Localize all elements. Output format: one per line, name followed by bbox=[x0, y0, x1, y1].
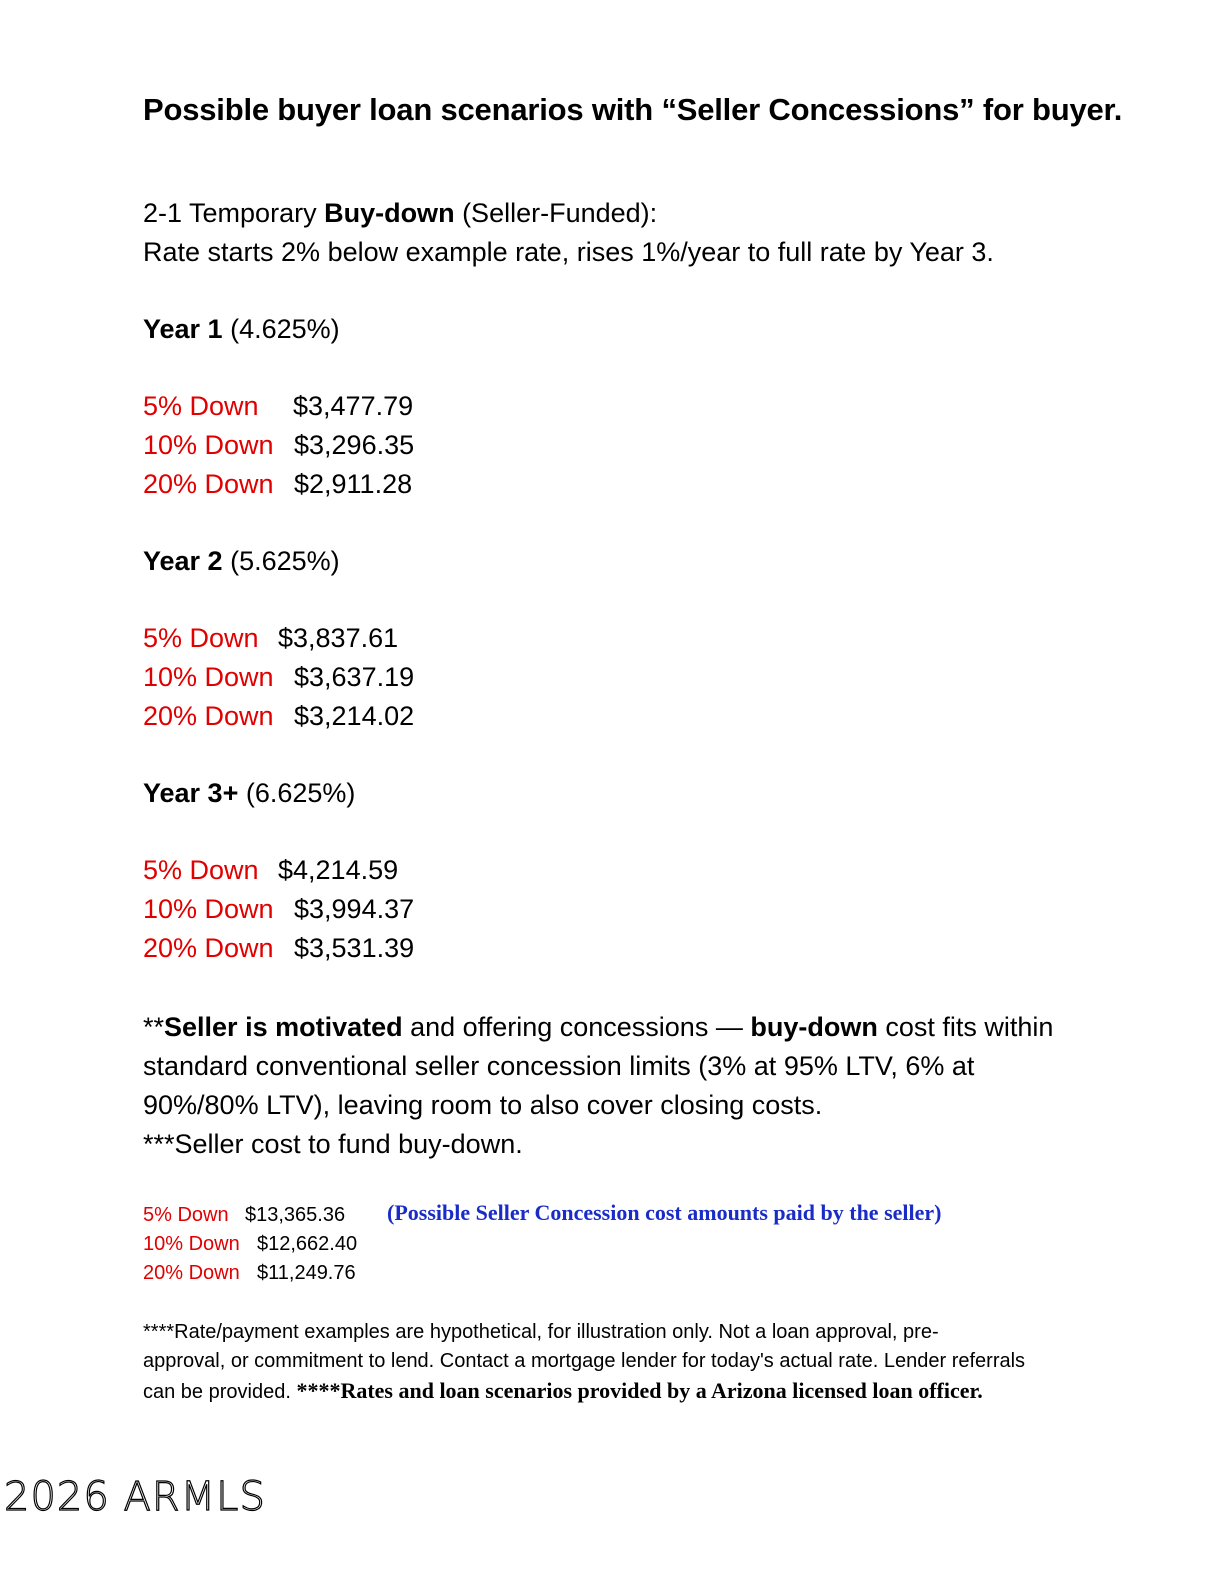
down-label: 10% Down bbox=[143, 894, 274, 924]
down-label: 20% Down bbox=[143, 933, 274, 963]
page-title: Possible buyer loan scenarios with “Seller Concessions” for buyer. bbox=[143, 92, 1123, 127]
buydown-intro-prefix: 2-1 Temporary bbox=[143, 198, 325, 228]
down-label: 20% Down bbox=[143, 469, 274, 499]
disclaimer-bold-note: ****Rates and loan scenarios provided by a Arizona licensed loan officer. bbox=[296, 1378, 983, 1403]
seller-note-line-1 bbox=[143, 1008, 1053, 1047]
year-3-rate: (6.625%) bbox=[238, 778, 356, 808]
year-1-heading bbox=[143, 314, 340, 345]
cost-amount: $13,365.36 bbox=[245, 1204, 346, 1226]
payment-row bbox=[143, 855, 399, 886]
buydown-intro-bold: Buy-down bbox=[324, 198, 455, 228]
seller-note-prefix: ** bbox=[143, 1012, 165, 1042]
payment-row bbox=[143, 662, 415, 693]
payment-amount: $3,994.37 bbox=[294, 894, 415, 924]
payment-amount: $3,477.79 bbox=[293, 391, 414, 421]
disclaimer bbox=[143, 1318, 1025, 1407]
seller-cost-row bbox=[143, 1233, 358, 1256]
down-label: 5% Down bbox=[143, 855, 259, 885]
seller-note-line-3: 90%/80% LTV), leaving room to also cover closing costs. bbox=[143, 1090, 823, 1120]
year-2-heading bbox=[143, 546, 340, 577]
down-label: 5% Down bbox=[143, 391, 259, 421]
seller-note-suffix: cost fits within bbox=[877, 1012, 1054, 1042]
seller-note-line-2: standard conventional seller concession limits (3% at 95% LTV, 6% at bbox=[143, 1051, 975, 1081]
payment-amount: $3,637.19 bbox=[294, 662, 415, 692]
disclaimer-line-3 bbox=[143, 1376, 1025, 1407]
payment-row bbox=[143, 933, 415, 964]
year-2-label: Year 2 bbox=[143, 546, 223, 576]
disclaimer-line-2: approval, or commitment to lend. Contact a mortgage lender for today's actual rate. Lender referrals bbox=[143, 1350, 1026, 1372]
payment-amount: $3,531.39 bbox=[294, 933, 415, 963]
down-label: 5% Down bbox=[143, 623, 259, 653]
seller-cost-row bbox=[143, 1262, 356, 1285]
year-1-label: Year 1 bbox=[143, 314, 223, 344]
payment-amount: $2,911.28 bbox=[294, 469, 413, 499]
year-1-rate: (4.625%) bbox=[222, 314, 340, 344]
down-label: 10% Down bbox=[143, 662, 274, 692]
year-3-heading bbox=[143, 778, 355, 809]
payment-row bbox=[143, 469, 413, 500]
buydown-intro-suffix: (Seller-Funded): bbox=[454, 198, 658, 228]
disclaimer-line-1: ****Rate/payment examples are hypothetical, for illustration only. Not a loan approval, pre- bbox=[143, 1321, 939, 1343]
payment-row bbox=[143, 391, 414, 422]
payment-amount: $3,837.61 bbox=[278, 623, 399, 653]
seller-note-line-4: ***Seller cost to fund buy-down. bbox=[143, 1129, 523, 1159]
year-2-rate: (5.625%) bbox=[222, 546, 340, 576]
down-label: 10% Down bbox=[143, 1233, 240, 1255]
payment-amount: $4,214.59 bbox=[278, 855, 399, 885]
payment-row bbox=[143, 430, 415, 461]
down-label: 10% Down bbox=[143, 430, 274, 460]
buydown-description: Rate starts 2% below example rate, rises 1%/year to full rate by Year 3. bbox=[143, 237, 994, 267]
payment-row bbox=[143, 701, 415, 732]
payment-row bbox=[143, 894, 415, 925]
seller-note-mid: and offering concessions — bbox=[402, 1012, 751, 1042]
seller-note-bold-1: Seller is motivated bbox=[164, 1012, 403, 1042]
seller-cost-row bbox=[143, 1204, 346, 1227]
seller-note-bold-2: buy-down bbox=[750, 1012, 878, 1042]
disclaimer-line-3-prefix: can be provided. bbox=[143, 1381, 297, 1403]
year-3-label: Year 3+ bbox=[143, 778, 239, 808]
payment-amount: $3,296.35 bbox=[294, 430, 415, 460]
seller-note bbox=[143, 1008, 1053, 1164]
payment-amount: $3,214.02 bbox=[294, 701, 415, 731]
cost-amount: $12,662.40 bbox=[257, 1233, 358, 1255]
down-label: 20% Down bbox=[143, 1262, 240, 1284]
down-label: 5% Down bbox=[143, 1204, 229, 1226]
payment-row bbox=[143, 623, 399, 654]
buydown-intro bbox=[143, 198, 657, 229]
watermark: 2026 ARMLS bbox=[4, 1474, 266, 1520]
seller-costs-note: (Possible Seller Concession cost amounts paid by the seller) bbox=[387, 1200, 942, 1225]
cost-amount: $11,249.76 bbox=[257, 1262, 356, 1284]
down-label: 20% Down bbox=[143, 701, 274, 731]
